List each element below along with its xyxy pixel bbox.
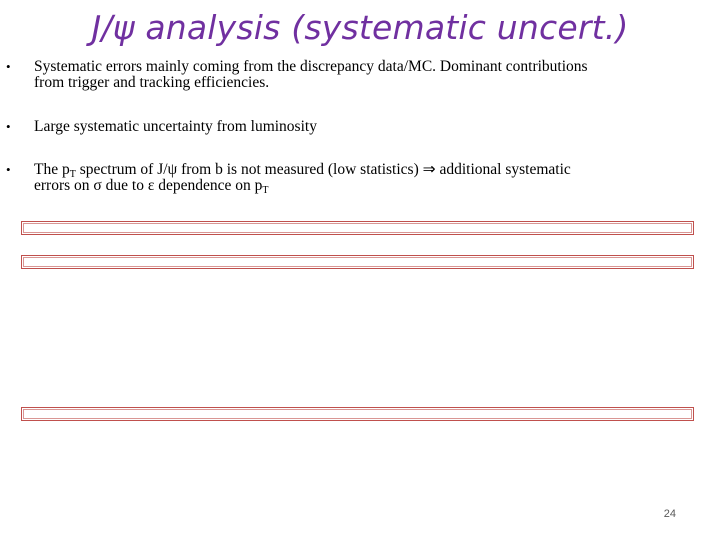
bullet-line [34, 178, 704, 194]
bullet-line: Large systematic uncertainty from luminosity [34, 118, 317, 135]
slide-title: J/ψ analysis (systematic uncert.) [91, 8, 629, 47]
bullet-line: from trigger and tracking efficiencies. [34, 74, 270, 91]
subscript: T [262, 185, 269, 196]
table-frame [21, 407, 694, 421]
bullet-icon: • [6, 119, 11, 134]
bullet-icon: • [6, 59, 11, 74]
bullet-line: Systematic errors mainly coming from the discrepancy data/MC. Dominant contributions [34, 58, 588, 75]
table-frame [21, 221, 694, 235]
page-number: 24 [663, 508, 676, 520]
table-frame [21, 255, 694, 269]
text-run: spectrum of J/ψ from b is not measured (low statistics) ⇒ additional systematic [75, 161, 571, 178]
text-run: errors on σ due to ε dependence on p [34, 177, 263, 194]
bullet-text [34, 59, 704, 91]
bullet-text [34, 162, 704, 194]
text-run: The p [34, 161, 70, 178]
bullet-line [34, 162, 704, 178]
bullet-icon: • [6, 162, 11, 177]
bullet-text [34, 119, 704, 135]
subscript: T [69, 169, 76, 180]
